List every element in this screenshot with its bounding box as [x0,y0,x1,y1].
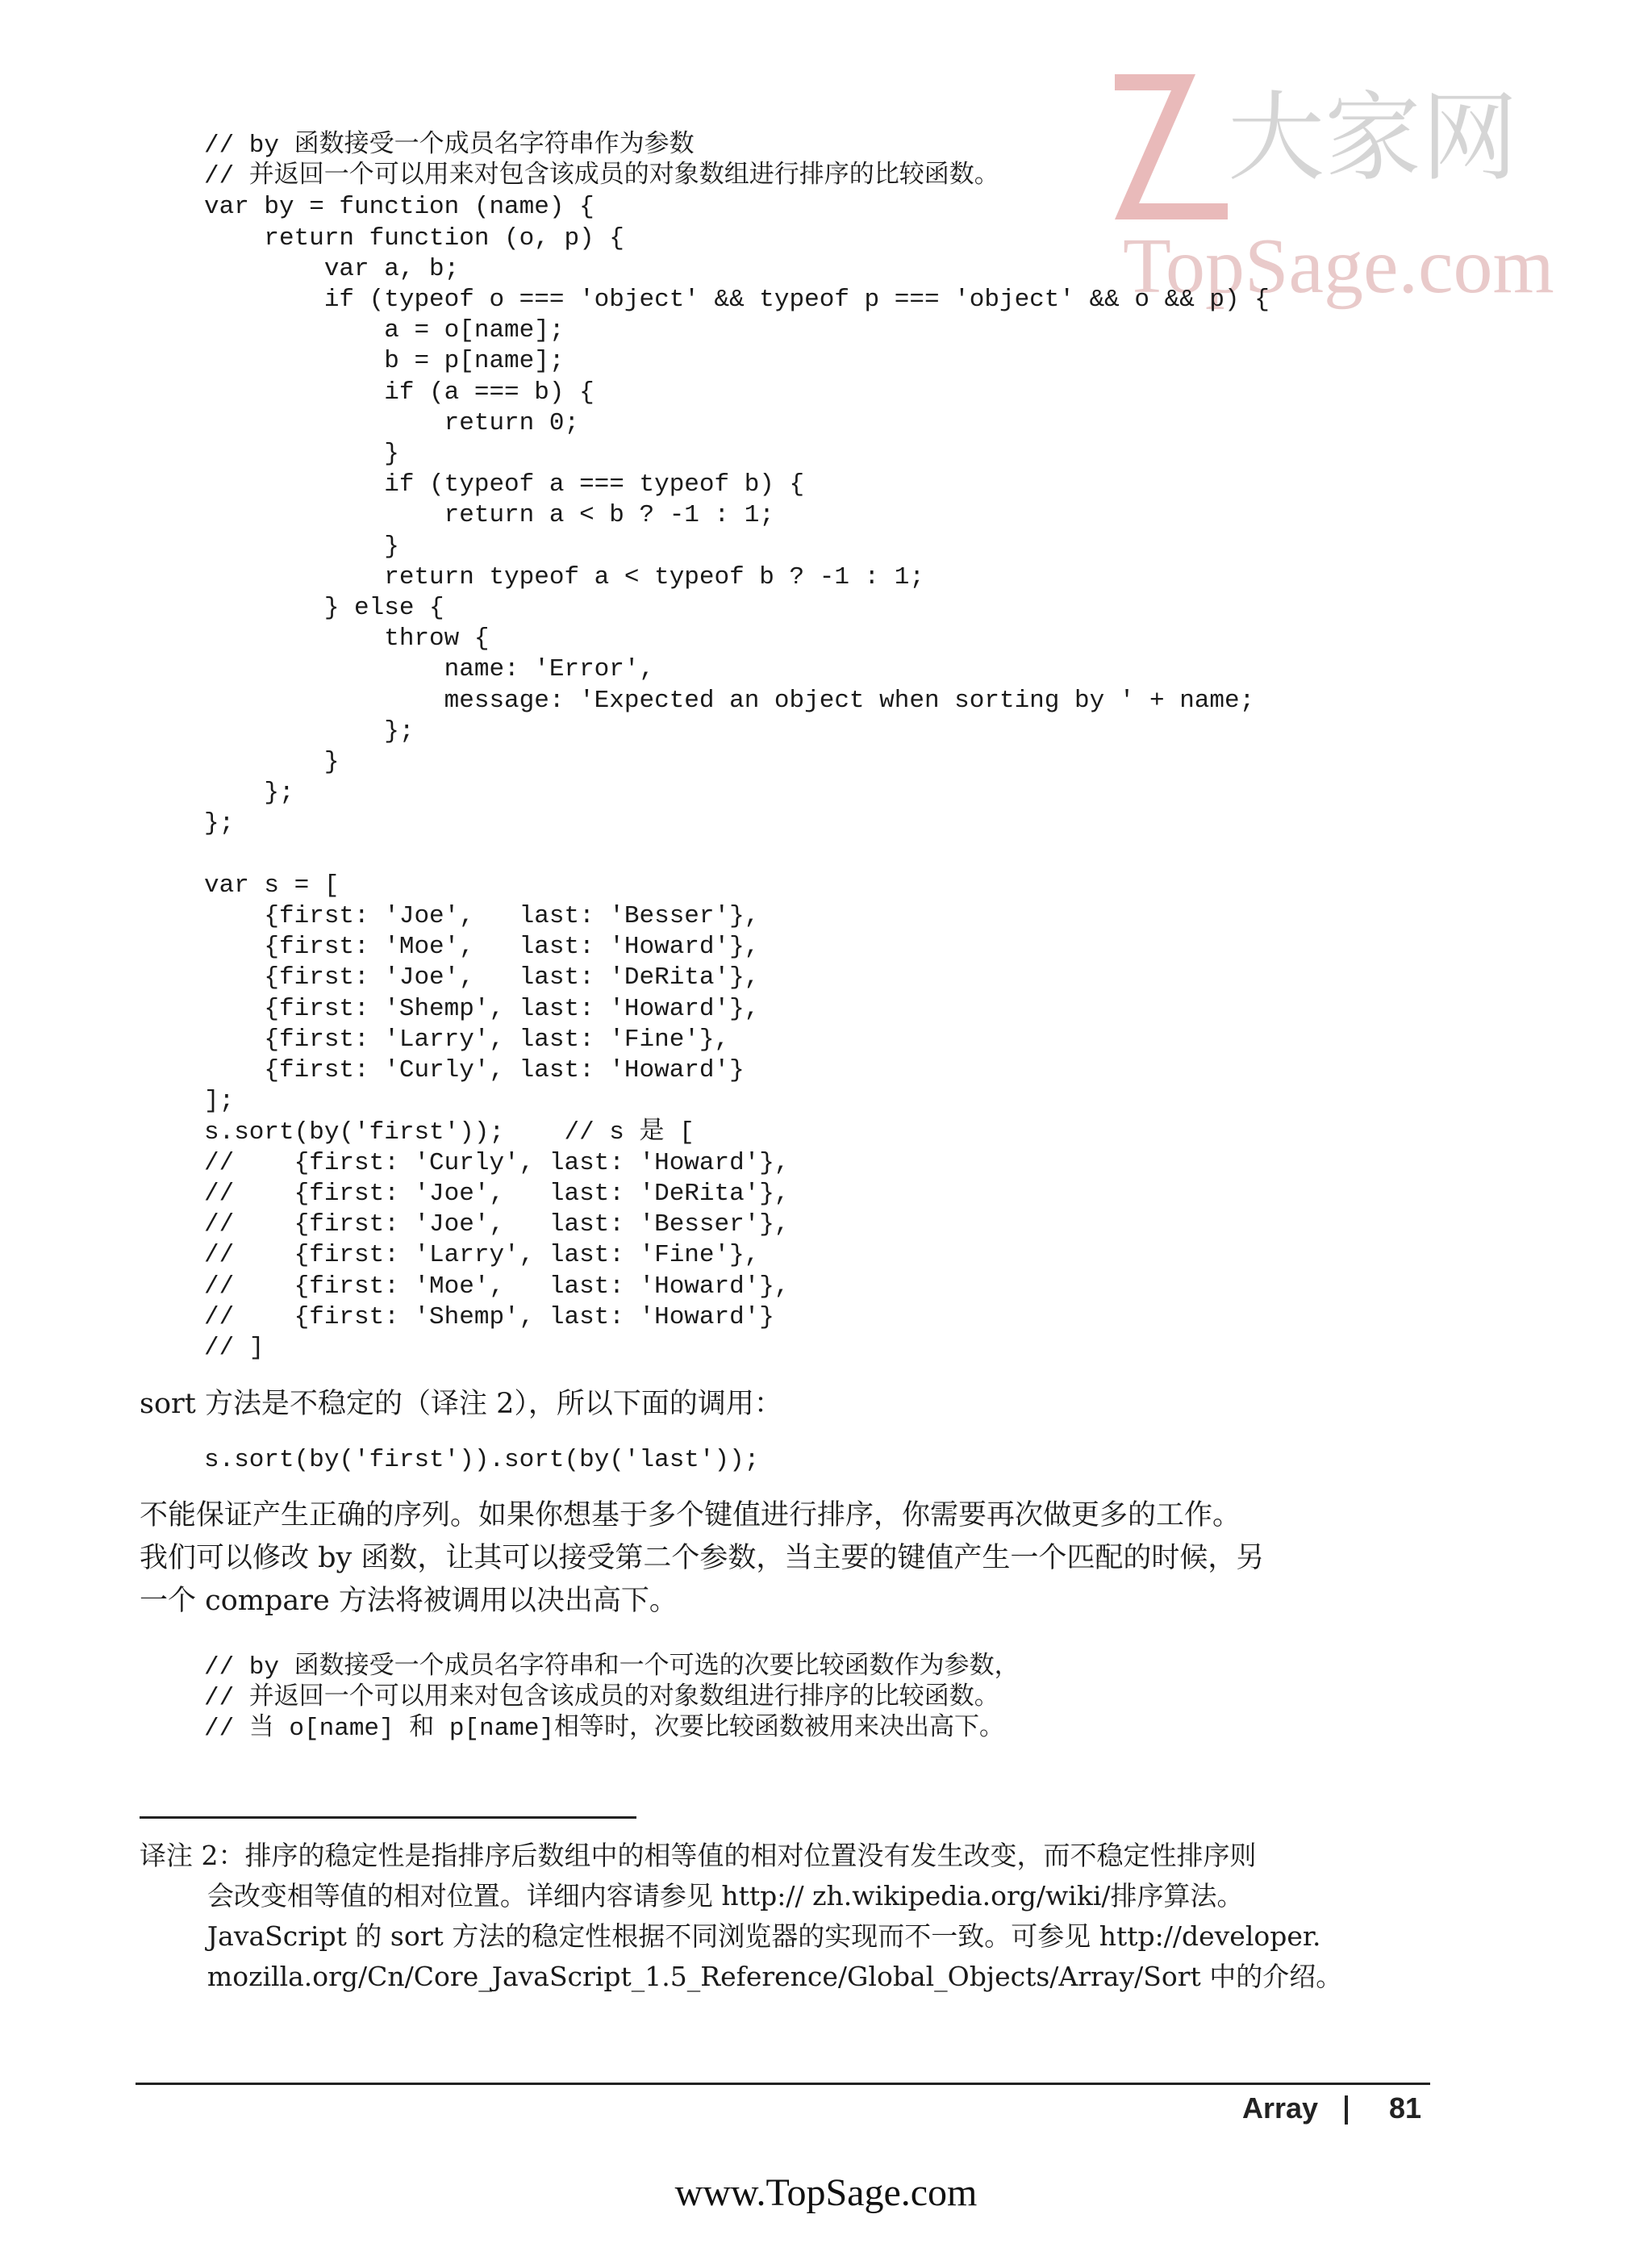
code-line-sort-chain: s.sort(by('first')).sort(by('last')); [204,1446,760,1474]
footer-divider [136,2083,1430,2085]
footnote-divider [140,1816,636,1819]
paragraph-multi-key-sort: 不能保证产生正确的序列。如果你想基于多个键值进行排序，你需要再次做更多的工作。 我们可以修改 by 函数，让其可以接受第二个参数，当主要的键值产生一个匹配的时候，另 一个 compare 方法将被调用以决出高下。 [140,1499,1265,1617]
watermark-brand-cn: 大家网 [1228,82,1518,194]
code-block-by-comments: // by 函数接受一个成员名字符串和一个可选的次要比较函数作为参数， // 并返回一个可以用来对包含该成员的对象数组进行排序的比较函数。 // 当 o[name] 和 p[name]相等时，次要比较函数被用来决出高下。 [204,1653,1020,1744]
paragraph-sort-unstable: sort 方法是不稳定的（译注 2），所以下面的调用： [140,1388,782,1420]
footnote-translator-note-2: 译注 2：排序的稳定性是指排序后数组中的相等值的相对位置没有发生改变，而不稳定性排序则 会改变相等值的相对位置。详细内容请参见 http:// zh.wikipedia.org/wiki/排序算法。 JavaScript 的 sort 方法的稳定性根据不同浏览器的实现而不一致。可参见 http://developer. mozilla.org/Cn/Core_JavaScript_1.5_Reference/Global_Objects/Array/Sort 中的介绍。 [140,1840,1343,1992]
site-url-footer: www.TopSage.com [674,2171,978,2214]
watermark-brand-en: TopSage.com [1123,223,1554,310]
code-block-by-function: // by 函数接受一个成员名字符串作为参数 // 并返回一个可以用来对包含该成员的对象数组进行排序的比较函数。 var by = function (name) { return function (o, p) { var a, b; if (typeof o === 'object' && typeof p === 'object' && o && p) { a = o[name]; b = p[name]; if (a === b) { return 0; } if (typeof a === typeof b) { return a < b ? -1 : 1; } return typeof a < typeof b ? -1 : 1; } else { throw { name: 'Error', message: 'Expected an object when sorting by ' + name; }; } }; }; var s = [ {first: 'Joe', last: 'Besser'}, {first: 'Moe', last: 'Howard'}, {first: 'Joe', last: 'DeRita'}, {first: 'Shemp', last: 'Howard'}, {first: 'Larry', last: 'Fine'}, {first: 'Curly', last: 'Howard'} ]; s.sort(by('first')); // s 是 [ // {first: 'Curly', last: 'Howard'}, // {first: 'Joe', last: 'DeRita'}, // {first: 'Joe', last: 'Besser'}, // {first: 'Larry', last: 'Fine'}, // {first: 'Moe', last: 'Howard'}, // {first: 'Shemp', last: 'Howard'} // ] [204,132,1270,1362]
page-number: 81 [1389,2091,1422,2125]
running-footer-section: Array [1242,2091,1319,2125]
footer-separator [1345,2095,1348,2125]
